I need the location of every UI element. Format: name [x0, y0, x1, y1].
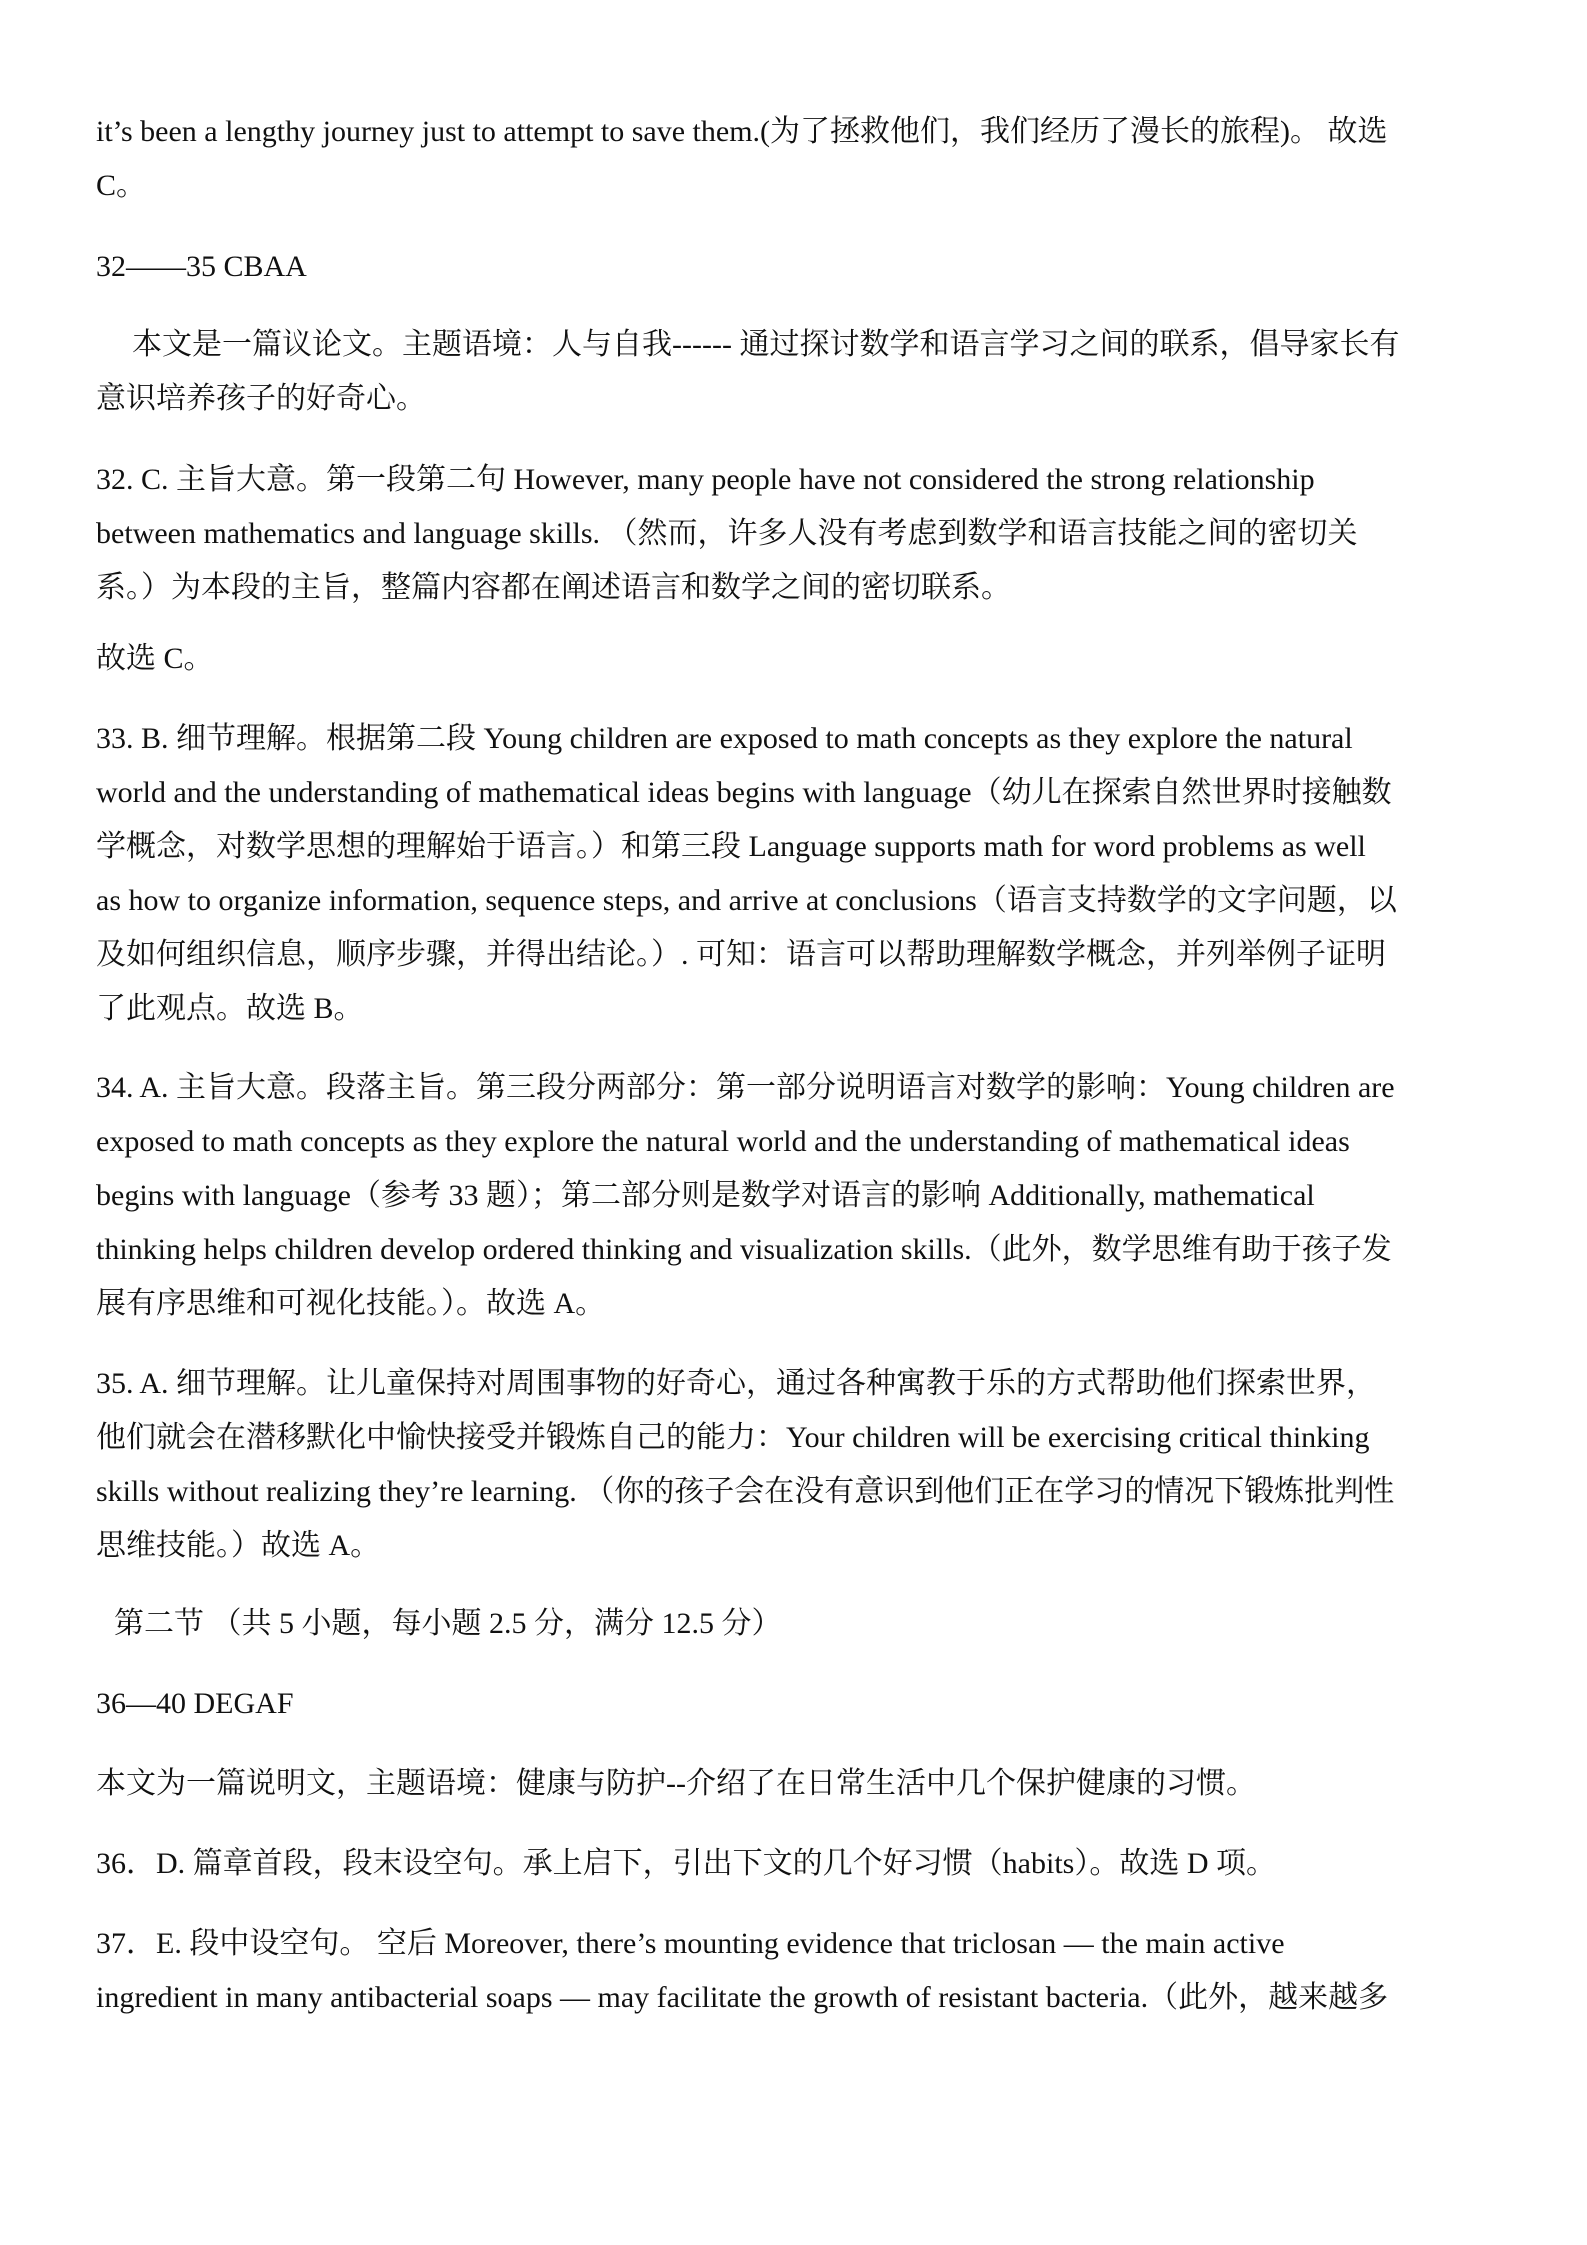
text-line: 意识培养孩子的好奇心。 [96, 382, 426, 415]
text-line: as how to organize information, sequence steps, and arrive at conclusions（语言支持数学的文字问题，以 [96, 884, 1397, 917]
answer-32-conclusion [96, 632, 1496, 686]
text-line: begins with language（参考 33 题）；第二部分则是数学对语言的影响 Additionally, mathematical [96, 1179, 1315, 1212]
text-line: C。 [96, 169, 147, 202]
explanation-34 [96, 1061, 1496, 1331]
explanation-35 [96, 1357, 1496, 1573]
paragraph-31-explanation-end [96, 105, 1496, 213]
text-line: 本文是一篇议论文。主题语境：人与自我------ 通过探讨数学和语言学习之间的联系，倡导家长有 [132, 328, 1400, 361]
explanation-37 [96, 1917, 1496, 2025]
explanation-32 [96, 453, 1496, 615]
text-line: 展有序思维和可视化技能。）。故选 A。 [96, 1287, 606, 1320]
text-line: 第二节 （共 5 小题，每小题 2.5 分，满分 12.5 分） [114, 1607, 782, 1640]
text-line: 学概念，对数学思想的理解始于语言。）和第三段 Language supports math for word problems as well [96, 830, 1366, 863]
text-line: skills without realizing they’re learning. （你的孩子会在没有意识到他们正在学习的情况下锻炼批判性 [96, 1475, 1395, 1508]
explanation-36 [96, 1837, 1496, 1891]
text-line: thinking helps children develop ordered thinking and visualization skills.（此外，数学思维有助于孩子发 [96, 1233, 1392, 1266]
text-line: 32——35 CBAA [96, 250, 307, 283]
text-line: 及如何组织信息，顺序步骤，并得出结论。）. 可知：语言可以帮助理解数学概念，并列举例子证明 [96, 938, 1386, 971]
text-line: 36．D. 篇章首段，段末设空句。承上启下，引出下文的几个好习惯（habits）。故选 D 项。 [96, 1847, 1276, 1880]
text-line: ingredient in many antibacterial soaps — may facilitate the growth of resistant bacteria.（此外，越来越多 [96, 1981, 1389, 2014]
answer-key-36-40 [96, 1677, 1496, 1731]
answer-key-32-35 [96, 240, 1496, 294]
passage-summary-d [96, 1757, 1496, 1811]
text-line: 32. C. 主旨大意。第一段第二句 However, many people have not considered the strong relationship [96, 463, 1315, 496]
text-line: 他们就会在潜移默化中愉快接受并锻炼自己的能力：Your children will be exercising critical thinking [96, 1421, 1370, 1454]
text-line: 故选 C。 [96, 642, 214, 675]
section-two-heading [96, 1597, 1496, 1651]
text-line: 本文为一篇说明文，主题语境：健康与防护--介绍了在日常生活中几个保护健康的习惯。 [96, 1767, 1256, 1800]
explanation-33 [96, 712, 1496, 1036]
text-line: between mathematics and language skills. （然而，许多人没有考虑到数学和语言技能之间的密切关 [96, 517, 1358, 550]
text-line: 33. B. 细节理解。根据第二段 Young children are exposed to math concepts as they explore the natural [96, 722, 1353, 755]
text-line: exposed to math concepts as they explore the natural world and the understanding of mathematical ideas [96, 1125, 1350, 1158]
text-line: 34. A. 主旨大意。段落主旨。第三段分两部分：第一部分说明语言对数学的影响：Young children are [96, 1071, 1395, 1104]
text-line: 系。）为本段的主旨，整篇内容都在阐述语言和数学之间的密切联系。 [96, 571, 1011, 604]
text-line: world and the understanding of mathematical ideas begins with language（幼儿在探索自然世界时接触数 [96, 776, 1392, 809]
text-line: 思维技能。）故选 A。 [96, 1529, 381, 1562]
text-line: 36—40 DEGAF [96, 1687, 294, 1720]
text-line: 了此观点。故选 B。 [96, 992, 364, 1025]
text-line: it’s been a lengthy journey just to attempt to save them.(为了拯救他们，我们经历了漫长的旅程)。 故选 [96, 115, 1388, 148]
text-line: 35. A. 细节理解。让儿童保持对周围事物的好奇心，通过各种寓教于乐的方式帮助他们探索世界， [96, 1367, 1377, 1400]
passage-summary-c [96, 318, 1496, 426]
text-line: 37．E. 段中设空句。 空后 Moreover, there’s mounting evidence that triclosan — the main active [96, 1927, 1285, 1960]
